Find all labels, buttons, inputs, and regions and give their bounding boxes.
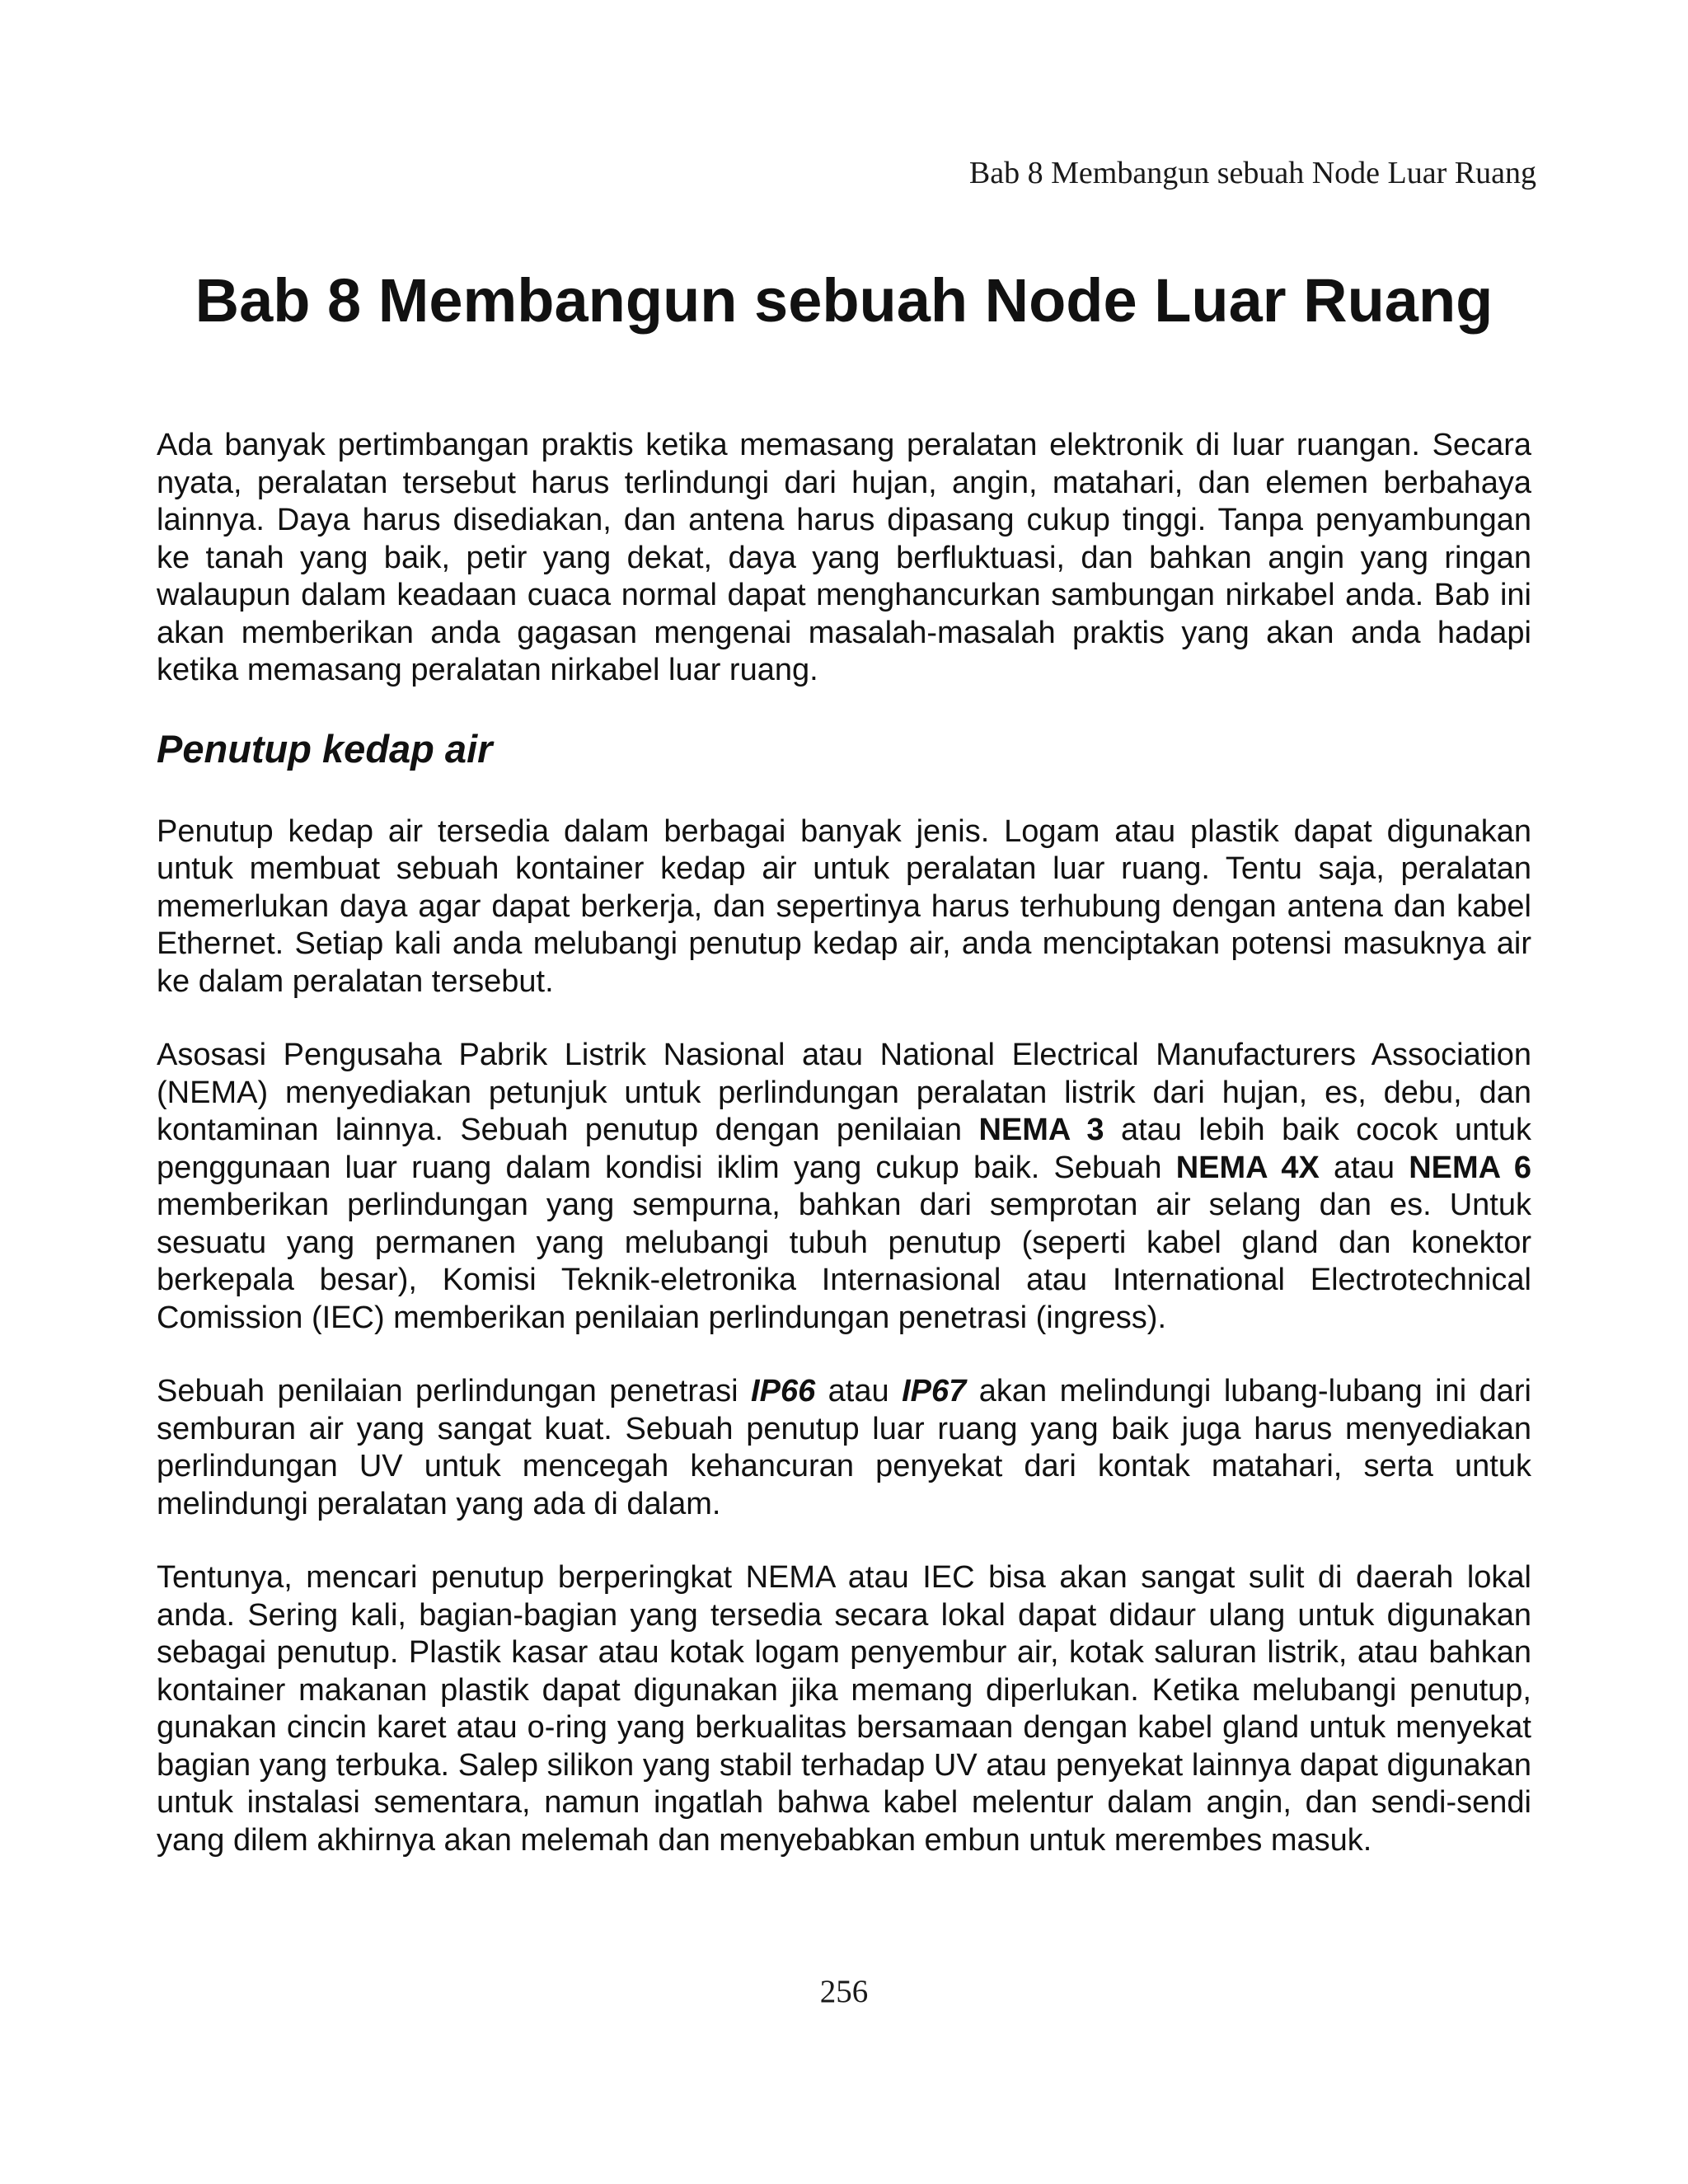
intro-paragraph: Ada banyak pertimbangan praktis ketika memasang peralatan elektronik di luar ruangan. Secara nyata, peralatan tersebut harus terlindungi dari hujan, angin, matahari, dan elemen berbahaya lainnya. Daya harus disediakan, dan antena harus dipasang cukup tinggi. Tanpa penyambungan ke tanah yang baik, petir yang dekat, daya yang berfluktuasi, dan bahkan angin yang ringan walaupun dalam keadaan cuaca normal dapat menghancurkan sambungan nirkabel anda. Bab ini akan memberikan anda gagasan mengenai masalah-masalah praktis yang akan anda hadapi ketika memasang peralatan nirkabel luar ruang.	[157, 428, 1531, 687]
paragraph-ip-rating	[157, 1373, 1531, 1523]
nema-4x-term: NEMA 4X	[1175, 1150, 1320, 1185]
ip66-term: IP66	[751, 1374, 816, 1408]
text-run: memberikan perlindungan yang sempurna, bahkan dari semprotan air selang dan es. Untuk sesuatu yang permanen yang melubangi tubuh penutup (seperti kabel gland dan konektor berkepala besar), Komisi Teknik-eletronika Internasional atau International Electrotechnical Comission (IEC) memberikan penilaian perlindungan penetrasi (ingress).	[157, 1188, 1531, 1335]
text-run: akan melindungi lubang-lubang ini dari semburan air yang sangat kuat. Sebuah penutup luar ruang yang baik juga harus menyediakan perlindungan UV untuk mencegah kehancuran penyekat dari kontak matahari, serta untuk melindungi peralatan yang ada di dalam.	[157, 1374, 1531, 1521]
text-run: Asosasi Pengusaha Pabrik Listrik Nasional atau National Electrical Manufacturers Association (NEMA) menyediakan petunjuk untuk perlindungan peralatan listrik dari hujan, es, debu, dan kontaminan lainnya. Sebuah penutup dengan penilaian	[157, 1038, 1531, 1147]
text-run: atau	[815, 1374, 903, 1408]
nema-6-term: NEMA 6	[1409, 1150, 1532, 1185]
chapter-title: Bab 8 Membangun sebuah Node Luar Ruang	[195, 266, 1493, 335]
paragraph-enclosure-types: Penutup kedap air tersedia dalam berbagai banyak jenis. Logam atau plastik dapat digunakan untuk membuat sebuah kontainer kedap air untuk peralatan luar ruang. Tentu saja, peralatan memerlukan daya agar dapat berkerja, dan sepertinya harus terhubung dengan antena dan kabel Ethernet. Setiap kali anda melubangi penutup kedap air, anda menciptakan potensi masuknya air ke dalam peralatan tersebut.	[157, 813, 1531, 999]
text-run: Sebuah penilaian perlindungan penetrasi	[157, 1374, 752, 1408]
section-heading: Penutup kedap air	[157, 726, 493, 771]
running-header: Bab 8 Membangun sebuah Node Luar Ruang	[968, 156, 1536, 190]
text-run: atau	[1319, 1150, 1409, 1185]
paragraph-nema	[157, 1037, 1531, 1337]
page-body	[157, 427, 1531, 1896]
paragraph-local-enclosures: Tentunya, mencari penutup berperingkat NEMA atau IEC bisa akan sangat sulit di daerah lokal anda. Sering kali, bagian-bagian yang tersedia secara lokal dapat didaur ulang untuk digunakan sebagai penutup. Plastik kasar atau kotak logam penyembur air, kotak saluran listrik, atau bahkan kontainer makanan plastik dapat digunakan jika memang diperlukan. Ketika melubangi penutup, gunakan cincin karet atau o-ring yang berkualitas bersamaan dengan kabel gland untuk menyekat bagian yang terbuka. Salep silikon yang stabil terhadap UV atau penyekat lainnya dapat digunakan untuk instalasi sementara, namun ingatlah bahwa kabel melentur dalam angin, dan sendi-sendi yang dilem akhirnya akan melemah dan menyebabkan embun untuk merembes masuk.	[157, 1560, 1531, 1858]
page-number: 256	[819, 1974, 869, 2009]
ip67-term: IP67	[902, 1374, 967, 1408]
text-run: atau lebih baik cocok untuk penggunaan luar ruang dalam kondisi iklim yang cukup baik. Sebuah	[157, 1113, 1531, 1185]
nema-3-term: NEMA 3	[978, 1113, 1104, 1147]
